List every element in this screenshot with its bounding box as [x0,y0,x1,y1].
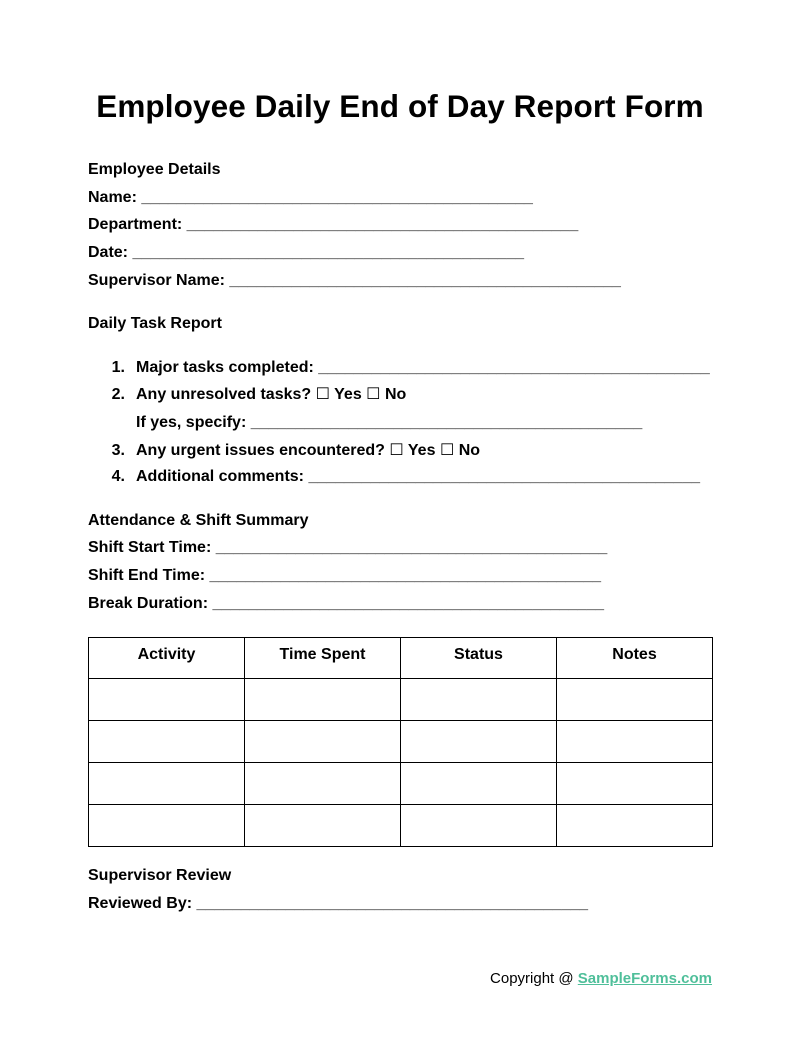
table-cell[interactable] [245,721,401,763]
name-field[interactable]: Name: ____________________________________________ [88,189,533,206]
date-field[interactable]: Date: ____________________________________________ [88,244,524,261]
list-item[interactable] [88,467,700,487]
list-item [88,385,406,405]
attendance-heading: Attendance & Shift Summary [88,512,309,529]
list-number: 1. [111,359,125,376]
table-row [89,721,713,763]
activity-table [88,637,713,847]
yes-label: Yes [407,442,436,459]
brand-link[interactable]: SampleForms.com [577,970,712,987]
column-header-notes: Notes [557,638,713,679]
table-cell[interactable] [245,805,401,847]
table-row [89,679,713,721]
major-tasks-field[interactable]: Major tasks completed: ____________________________________________ [136,359,710,376]
urgent-issues-question: Any urgent issues encountered? [136,442,385,459]
table-cell[interactable] [401,721,557,763]
yes-label: Yes [334,386,362,403]
no-label: No [458,442,481,459]
table-cell[interactable] [557,679,713,721]
department-field[interactable]: Department: ____________________________________________ [88,216,579,233]
employee-details-heading: Employee Details [88,161,221,178]
table-cell[interactable] [245,763,401,805]
list-number: 4. [111,468,125,485]
copyright-text: Copyright @ [490,970,578,987]
table-cell[interactable] [557,805,713,847]
table-cell[interactable] [401,763,557,805]
shift-end-field[interactable]: Shift End Time: ____________________________________________ [88,567,602,584]
table-cell[interactable] [557,721,713,763]
table-cell[interactable] [245,679,401,721]
table-cell[interactable] [401,805,557,847]
table-cell[interactable] [401,679,557,721]
if-yes-specify-field[interactable]: If yes, specify: ____________________________________________ [136,414,643,431]
list-item[interactable] [88,358,710,378]
table-cell[interactable] [557,763,713,805]
shift-start-field[interactable]: Shift Start Time: ____________________________________________ [88,539,608,556]
supervisor-review-heading: Supervisor Review [88,867,232,884]
table-cell[interactable] [89,721,245,763]
footer-copyright [490,970,712,987]
unresolved-tasks-question: Any unresolved tasks? [136,386,312,403]
list-number: 3. [111,442,125,459]
table-row [89,763,713,805]
page-title: Employee Daily End of Day Report Form [96,88,704,124]
table-cell[interactable] [89,679,245,721]
list-number: 2. [111,386,125,403]
break-duration-field[interactable]: Break Duration: ____________________________________________ [88,595,604,612]
additional-comments-field[interactable]: Additional comments: ____________________________________________ [136,468,700,485]
no-label: No [384,386,407,403]
column-header-status: Status [401,638,557,679]
table-cell[interactable] [89,763,245,805]
checkbox-yes-urgent[interactable]: ☐ [389,442,404,459]
reviewed-by-field[interactable]: Reviewed By: ____________________________________________ [88,895,589,912]
column-header-time-spent: Time Spent [245,638,401,679]
checkbox-no-unresolved[interactable]: ☐ [366,386,381,403]
daily-task-heading: Daily Task Report [88,315,222,332]
table-header-row [89,638,713,679]
column-header-activity: Activity [89,638,245,679]
table-cell[interactable] [89,805,245,847]
supervisor-name-field[interactable]: Supervisor Name: ____________________________________________ [88,272,621,289]
checkbox-no-urgent[interactable]: ☐ [439,442,455,459]
table-row [89,805,713,847]
list-item [88,441,480,461]
checkbox-yes-unresolved[interactable]: ☐ [315,386,330,403]
